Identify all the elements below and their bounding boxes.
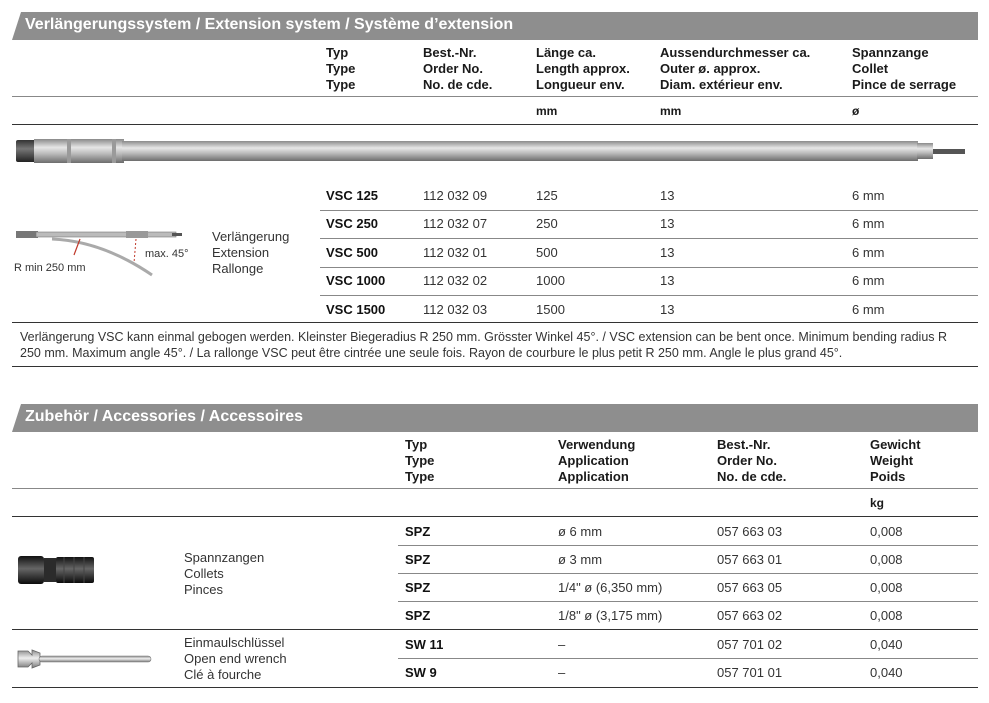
col-header-length: Länge ca. Length approx. Longueur env. xyxy=(536,45,630,92)
cell-type: SPZ xyxy=(405,524,431,539)
cell-order: 112 032 02 xyxy=(423,273,488,288)
header-notch xyxy=(12,12,21,40)
cell-weight: 0,008 xyxy=(870,580,903,595)
unit-rule xyxy=(12,516,978,517)
row-divider xyxy=(398,658,978,659)
cell-application: ø 6 mm xyxy=(558,524,603,539)
cell-order: 057 701 02 xyxy=(717,637,783,652)
table-bottom-rule xyxy=(12,322,978,323)
cell-type: SW 11 xyxy=(405,637,444,652)
cell-length: 1000 xyxy=(536,273,565,288)
cell-type: SPZ xyxy=(405,580,431,595)
cell-order: 057 663 02 xyxy=(717,608,783,623)
cell-weight: 0,008 xyxy=(870,608,903,623)
cell-weight: 0,008 xyxy=(870,524,903,539)
unit-weight: kg xyxy=(870,496,885,510)
cell-collet: 6 mm xyxy=(852,216,885,231)
cell-length: 250 xyxy=(536,216,558,231)
col-header-diameter: Aussendurchmesser ca. Outer ø. approx. Diam. extérieur env. xyxy=(660,45,811,92)
header-notch xyxy=(12,404,21,432)
section-header-accessories xyxy=(12,404,978,432)
cell-type: SPZ xyxy=(405,608,431,623)
cell-length: 500 xyxy=(536,245,558,260)
cell-order: 112 032 09 xyxy=(423,188,488,203)
cell-application: 1/8" ø (3,175 mm) xyxy=(558,608,663,623)
cell-weight: 0,008 xyxy=(870,552,903,567)
cell-order: 057 701 01 xyxy=(717,665,783,680)
col-header-collet: Spannzange Collet Pince de serrage xyxy=(852,45,957,92)
cell-type: SPZ xyxy=(405,552,431,567)
cell-type: SW 9 xyxy=(405,665,437,680)
section-title: Zubehör / Accessories / Accessoires xyxy=(25,408,304,425)
row-divider xyxy=(320,210,978,211)
wrench-image xyxy=(14,646,154,672)
cell-application: – xyxy=(558,665,566,680)
cell-weight: 0,040 xyxy=(870,637,903,652)
row-divider xyxy=(398,601,978,602)
cell-diameter: 13 xyxy=(660,273,675,288)
cell-type: VSC 1000 xyxy=(326,273,386,288)
cell-order: 112 032 07 xyxy=(423,216,488,231)
cell-order: 057 663 05 xyxy=(717,580,783,595)
cell-type: VSC 500 xyxy=(326,245,379,260)
row-divider xyxy=(320,267,978,268)
col-header-order: Best.-Nr. Order No. No. de cde. xyxy=(717,437,787,484)
unit-diameter: mm xyxy=(660,104,682,118)
unit-rule xyxy=(12,124,978,125)
unit-collet: ø xyxy=(852,104,860,118)
col-header-application: Verwendung Application Application xyxy=(558,437,636,484)
row-divider xyxy=(398,573,978,574)
header-rule xyxy=(12,96,978,97)
cell-type: VSC 125 xyxy=(326,188,379,203)
cell-diameter: 13 xyxy=(660,245,675,260)
group-divider xyxy=(12,629,978,630)
cell-collet: 6 mm xyxy=(852,302,885,317)
extension-label: Verlängerung Extension Rallonge xyxy=(212,229,290,276)
cell-order: 112 032 01 xyxy=(423,245,488,260)
cell-length: 1500 xyxy=(536,302,565,317)
section-header-extension xyxy=(12,12,978,40)
cell-type: VSC 250 xyxy=(326,216,379,231)
angle-label: max. 45° xyxy=(145,248,189,260)
col-header-order: Best.-Nr. Order No. No. de cde. xyxy=(423,45,493,92)
note-bottom-rule xyxy=(12,366,978,367)
cell-collet: 6 mm xyxy=(852,273,885,288)
row-divider xyxy=(320,295,978,296)
cell-type: VSC 1500 xyxy=(326,302,386,317)
cell-application: ø 3 mm xyxy=(558,552,603,567)
section-title: Verlängerungssystem / Extension system / Système d’extension xyxy=(25,16,514,33)
cell-application: – xyxy=(558,637,566,652)
extension-rod-image xyxy=(12,132,978,172)
collets-label: Spannzangen Collets Pinces xyxy=(184,550,265,597)
cell-diameter: 13 xyxy=(660,302,675,317)
radius-label: R min 250 mm xyxy=(14,262,86,274)
header-rule xyxy=(12,488,978,489)
wrench-label: Einmaulschlüssel Open end wrench Clé à fourche xyxy=(184,635,287,682)
col-header-weight: Gewicht Weight Poids xyxy=(870,437,921,484)
row-divider xyxy=(320,238,978,239)
extension-note: Verlängerung VSC kann einmal gebogen werden. Kleinster Biegeradius R 250 mm. Grösster Winkel 45°. / VSC extension can be bent once. Minimum bending radius R 250 mm. Maximum angle 45°. / La rallonge VSC peut être cintrée une seule fois. Rayon de courbure le plus petit R 250 mm. Angle le plus grand 45°. xyxy=(20,330,948,360)
cell-collet: 6 mm xyxy=(852,245,885,260)
collet-image xyxy=(16,552,98,588)
col-header-type: Typ Type Type xyxy=(326,45,356,92)
cell-order: 057 663 03 xyxy=(717,524,783,539)
cell-application: 1/4" ø (6,350 mm) xyxy=(558,580,663,595)
cell-weight: 0,040 xyxy=(870,665,903,680)
cell-order: 057 663 01 xyxy=(717,552,783,567)
cell-collet: 6 mm xyxy=(852,188,885,203)
col-header-type: Typ Type Type xyxy=(405,437,435,484)
cell-diameter: 13 xyxy=(660,216,675,231)
cell-order: 112 032 03 xyxy=(423,302,488,317)
cell-diameter: 13 xyxy=(660,188,675,203)
unit-length: mm xyxy=(536,104,558,118)
row-divider xyxy=(398,545,978,546)
table-bottom-rule xyxy=(12,687,978,688)
cell-length: 125 xyxy=(536,188,558,203)
